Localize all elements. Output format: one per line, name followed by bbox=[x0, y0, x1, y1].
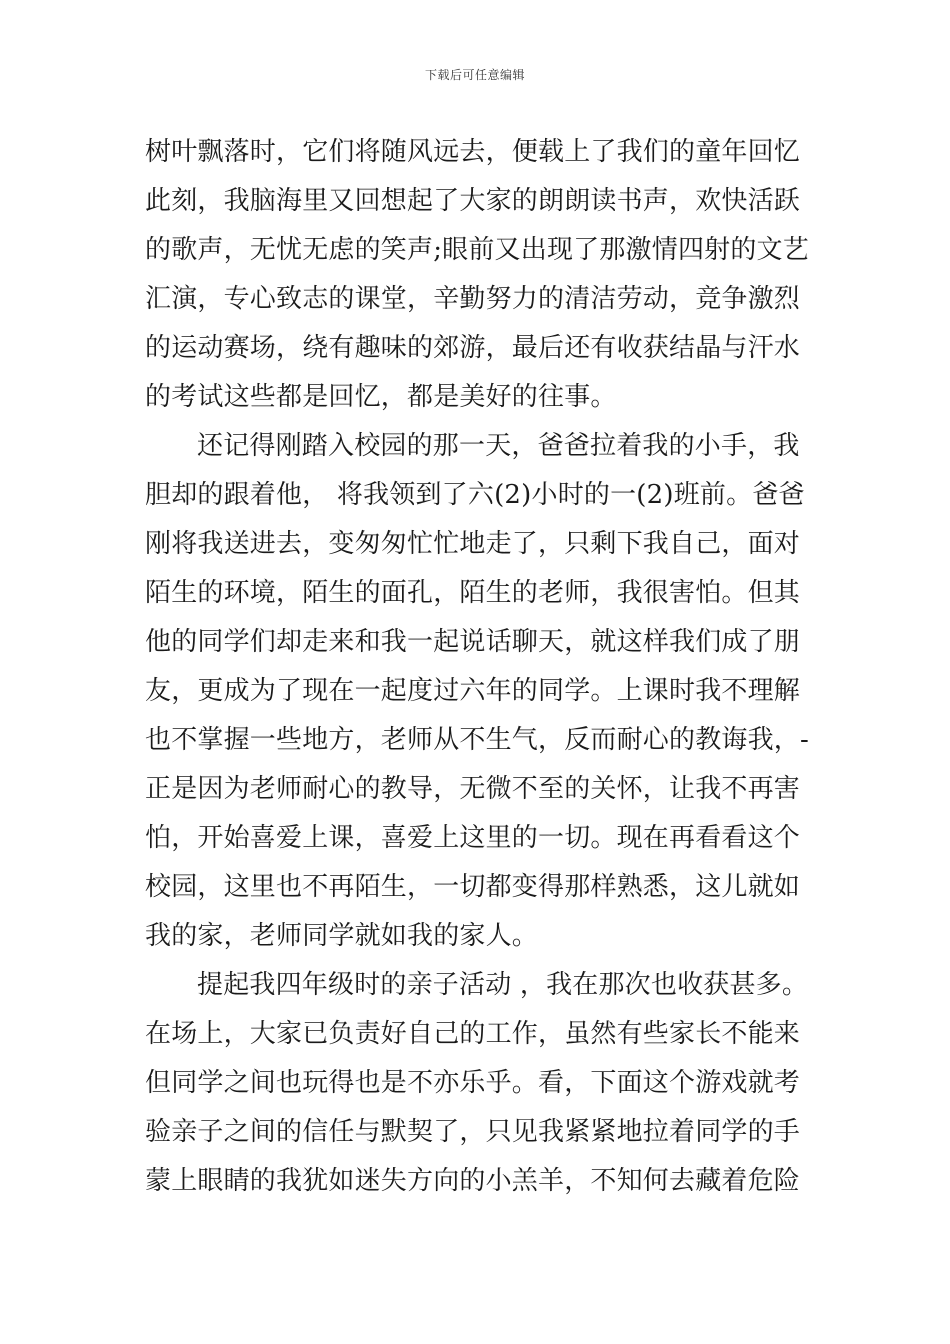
text-line: 蒙上眼睛的我犹如迷失方向的小羔羊，不知何去藏着危险 bbox=[145, 1166, 801, 1196]
text-line: 在场上，大家已负责好自己的工作，虽然有些家长不能来 bbox=[145, 1019, 801, 1049]
text-line: 提起我四年级时的亲子活动 ，我在那次也收获甚多。 bbox=[197, 970, 809, 1000]
text-line: 此刻，我脑海里又回想起了大家的朗朗读书声，欢快活跃 bbox=[145, 186, 801, 216]
text-line: 他的同学们却走来和我一起说话聊天，就这样我们成了朋 bbox=[145, 627, 801, 657]
text-line: 友，更成为了现在一起度过六年的同学。上课时我不理解 bbox=[145, 676, 801, 706]
text-line: 汇演，专心致志的课堂，辛勤努力的清洁劳动，竞争激烈 bbox=[145, 284, 801, 314]
text-line: 校园，这里也不再陌生，一切都变得那样熟悉，这儿就如 bbox=[145, 872, 801, 902]
text-line: 验亲子之间的信任与默契了，只见我紧紧地拉着同学的手 bbox=[145, 1117, 801, 1147]
page-header: 下载后可任意编辑 bbox=[424, 68, 525, 82]
text-line: 刚将我送进去，变匆匆忙忙地走了，只剩下我自己，面对 bbox=[145, 529, 801, 559]
text-line: 也不掌握一些地方，老师从不生气，反而耐心的教诲我，- bbox=[145, 725, 809, 755]
text-line: 我的家，老师同学就如我的家人。 bbox=[145, 921, 539, 951]
text-line: 还记得刚踏入校园的那一天，爸爸拉着我的小手，我 bbox=[197, 431, 800, 461]
text-line: 怕，开始喜爱上课，喜爱上这里的一切。现在再看看这个 bbox=[145, 823, 801, 853]
text-line: 胆却的跟着他， 将我领到了六(2)小时的一(2)班前。爸爸 bbox=[145, 480, 805, 510]
document-body bbox=[145, 128, 810, 1206]
text-line: 但同学之间也玩得也是不亦乐乎。看，下面这个游戏就考 bbox=[145, 1068, 801, 1098]
text-line: 陌生的环境，陌生的面孔，陌生的老师，我很害怕。但其 bbox=[145, 578, 801, 608]
text-line: 正是因为老师耐心的教导，无微不至的关怀，让我不再害 bbox=[145, 774, 801, 804]
text-line: 的考试这些都是回忆，都是美好的往事。 bbox=[145, 382, 617, 412]
text-line: 树叶飘落时，它们将随风远去，便载上了我们的童年回忆 bbox=[145, 137, 801, 167]
text-line: 的歌声，无忧无虑的笑声;眼前又出现了那激情四射的文艺 bbox=[145, 235, 809, 265]
text-line: 的运动赛场，绕有趣味的郊游，最后还有收获结晶与汗水 bbox=[145, 333, 801, 363]
